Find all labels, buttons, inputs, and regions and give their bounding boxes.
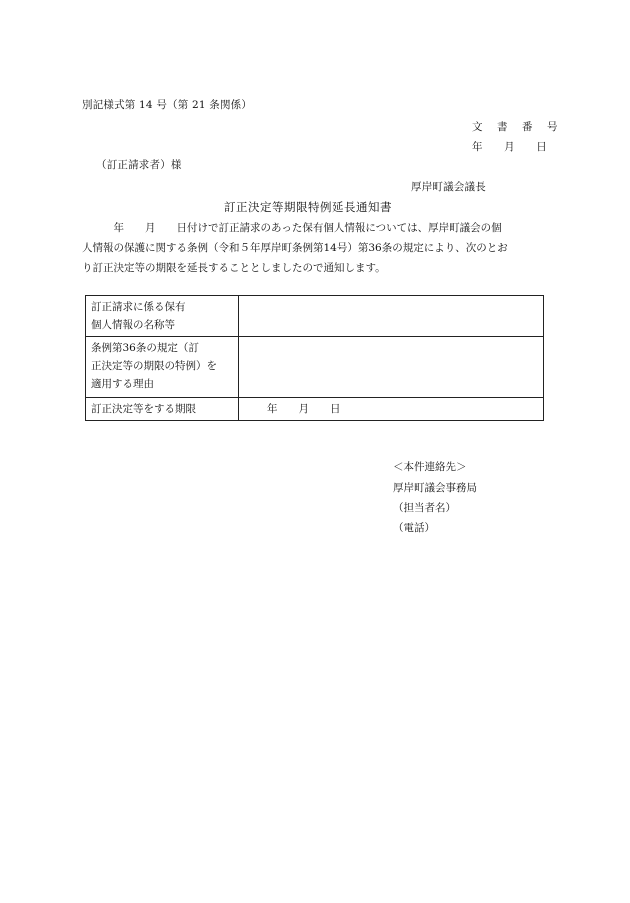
document-number-field: 文 書 番 号	[472, 121, 560, 133]
notice-body	[82, 218, 554, 278]
form-number: 別記様式第 14 号（第 21 条関係）	[82, 99, 253, 111]
contact-heading: ＜本件連絡先＞	[393, 461, 467, 473]
extension-info-table	[85, 295, 544, 421]
row-value-deadline: 年 月 日	[239, 398, 544, 421]
row-value-target-info	[239, 296, 544, 337]
recipient-line: （訂正請求者）様	[96, 159, 182, 171]
contact-office: 厚岸町議会事務局	[393, 482, 477, 494]
document-date-field: 年 月 日	[472, 141, 547, 153]
table-row	[86, 296, 544, 337]
label-line: 条例第36条の規定（訂	[91, 342, 199, 354]
contact-person: （担当者名）	[393, 502, 456, 514]
row-label-target-info	[86, 296, 239, 337]
label-line: 訂正請求に係る保有	[91, 301, 186, 313]
label-line: 適用する理由	[91, 378, 154, 390]
row-label-deadline	[86, 398, 239, 421]
table-row	[86, 398, 544, 421]
row-value-reason	[239, 337, 544, 398]
document-title: 訂正決定等期限特例延長通知書	[224, 200, 392, 214]
label-line: 個人情報の名称等	[91, 319, 175, 331]
notice-body-line: 人情報の保護に関する条例（令和５年厚岸町条例第14号）第36条の規定により、次のとお	[82, 242, 508, 254]
contact-phone: （電話）	[393, 522, 435, 534]
label-line: 訂正決定等をする期限	[91, 403, 196, 415]
table-row	[86, 337, 544, 398]
sender-line: 厚岸町議会議長	[411, 181, 486, 193]
row-label-reason	[86, 337, 239, 398]
notice-body-line: 年 月 日付けで訂正請求のあった保有個人情報については、厚岸町議会の個	[82, 222, 502, 234]
label-line: 正決定等の期限の特例）を	[91, 360, 217, 372]
notice-body-line: り訂正決定等の期限を延長することとしましたので通知します。	[82, 262, 386, 274]
